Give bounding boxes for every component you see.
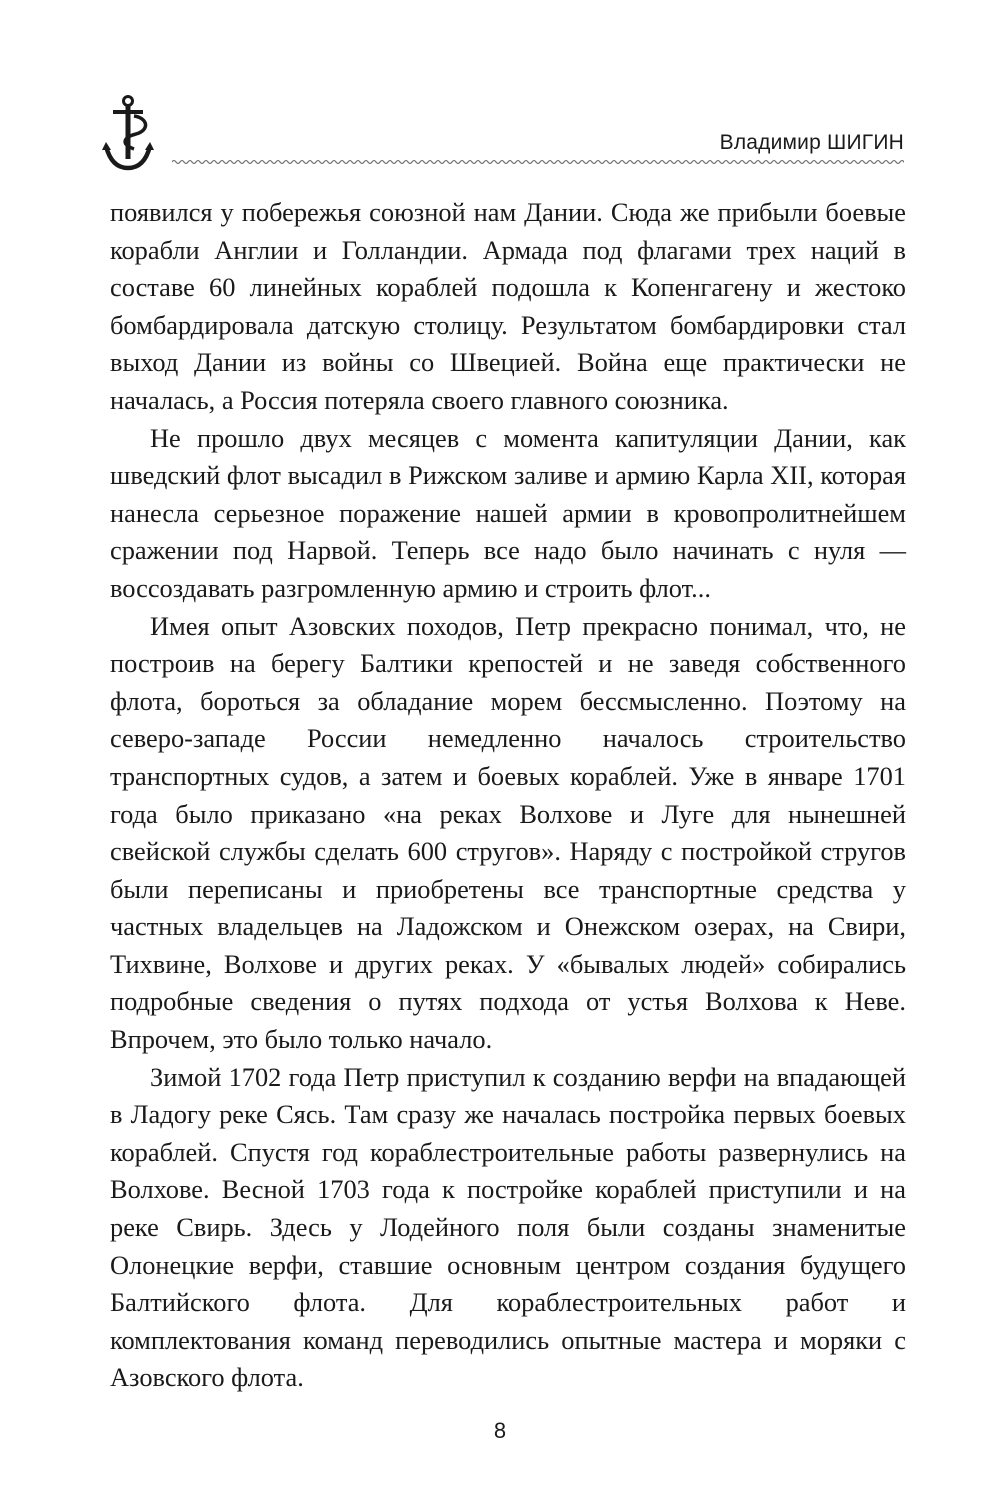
paragraph: появился у побережья союзной нам Дании. Сюда же прибыли боевые корабли Англии и Голландии. Армада под флагами трех наций в составе 60 линейных кораблей подошла к Копенгагену и жестоко бомбардировала датскую столицу. Результатом бомбардировки стал выход Дании из войны со Швецией. Война еще практически не началась, а Россия потеряла своего главного союзника.: [110, 197, 906, 415]
running-header-author: Владимир ШИГИН: [719, 131, 904, 154]
paragraph: Зимой 1702 года Петр приступил к созданию верфи на впадающей в Ладогу реке Сясь. Там сразу же началась постройка первых боевых кораблей. Спустя год кораблестроительные работы развернулись на Волхове. Весной 1703 года к постройке кораблей приступили и на реке Свирь. Здесь у Лодейного поля были созданы знаменитые Олонецкие верфи, ставшие основным центром создания будущего Балтийского флота. Для кораблестроительных работ и комплектования команд переводились опытные мастера и моряки с Азовского флота.: [110, 1061, 906, 1393]
paragraph: Не прошло двух месяцев с момента капитуляции Дании, как шведский флот высадил в Рижском заливе и армию Карла XII, которая нанесла серьезное поражение нашей армии в кровопролитнейшем сражении под Нарвой. Теперь все надо было начинать с нуля — воссоздавать разгромленную армию и строить флот...: [110, 422, 906, 603]
page-number: 8: [493, 1418, 507, 1443]
anchor-icon: [100, 94, 156, 172]
paragraph: Имея опыт Азовских походов, Петр прекрасно понимал, что, не построив на берегу Балтики крепостей и не заведя собственного флота, бороться за обладание морем бессмысленно. Поэтому на северо-западе России немедленно началось строительство транспортных судов, а затем и боевых кораблей. Уже в январе 1701 года было приказано «на реках Волхове и Луге для нынешней свейской службы сделать 600 стругов». Наряду с постройкой стругов были переписаны и приобретены все транспортные средства у частных владельцев на Ладожском и Онежском озерах, на Свири, Тихвине, Волхове и других реках. У «бывалых людей» собирались подробные сведения о путях подхода от устья Волхова к Неве. Впрочем, это было только начало.: [110, 610, 906, 1055]
body-text: [110, 194, 906, 1397]
header-divider: [172, 157, 904, 167]
